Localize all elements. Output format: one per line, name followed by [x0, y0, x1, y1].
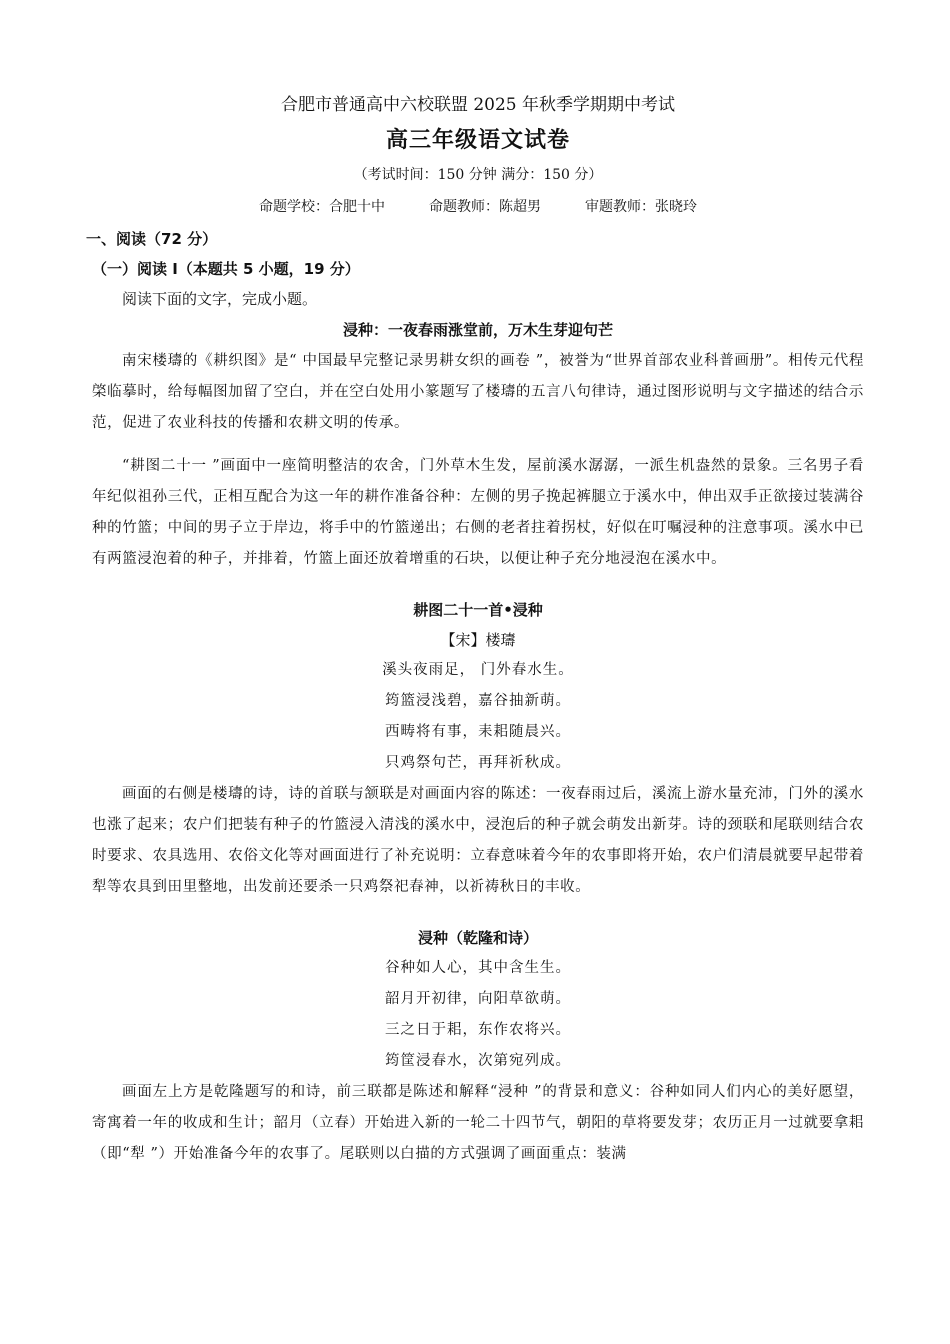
- section-heading: 一、阅读（72 分）: [86, 230, 218, 248]
- article-paragraph-3: 画面的右侧是楼璹的诗，诗的首联与颔联是对画面内容的陈述：一夜春雨过后，溪流上游水量充沛，门外的溪水也涨了起来；农户们把装有种子的竹篮浸入清浅的溪水中，浸泡后的种子就会萌发出新芽。诗的颈联和尾联则结合农时要求、农具选用、农俗文化等对画面进行了补充说明：立春意味着今年的农事即将开始，农户们清晨就要早起带着犁等农具到田里整地，出发前还要杀一只鸡祭祀春神，以祈祷秋日的丰收。: [92, 786, 864, 895]
- poem-1-title: 耕图二十一首•浸种: [413, 601, 543, 619]
- authors-line: [92, 190, 864, 224]
- exam-info: （考试时间：150 分钟 满分：150 分）: [353, 167, 603, 183]
- poem-1-author: 【宋】楼璹: [440, 631, 516, 649]
- instruction: 阅读下面的文字，完成小题。: [122, 290, 318, 308]
- poem-2-line: 三之日于耜，东作农将兴。: [385, 1022, 571, 1038]
- subsection-heading: （一）阅读 I（本题共 5 小题，19 分）: [92, 260, 360, 278]
- poem-1-line: 筠篮浸浅碧，嘉谷抽新萌。: [385, 693, 571, 709]
- exam-page: [86, 88, 864, 1170]
- article-paragraph-1: 南宋楼璹的《耕织图》是“ 中国最早完整记录男耕女织的画卷 ”，被誉为“世界首部农业科普画册”。相传元代程棨临摹时，给每幅图加留了空白，并在空白处用小篆题写了楼璹的五言八句律诗，通过图形说明与文字描述的结合示范，促进了农业科技的传播和农耕文明的传承。: [92, 353, 864, 431]
- reviewing-teacher: 审题教师：张晓玲: [585, 199, 697, 215]
- poem-2-line: 韶月开初律，向阳草欲萌。: [385, 991, 571, 1007]
- article-paragraph-2: “耕图二十一 ”画面中一座简明整洁的农舍，门外草木生发，屋前溪水潺潺，一派生机盎然的景象。三名男子看年纪似祖孙三代，正相互配合为这一年的耕作准备谷种：左侧的男子挽起裤腿立于溪水中，伸出双手正欲接过装满谷种的竹篮；中间的男子立于岸边，将手中的竹篮递出；右侧的老者拄着拐杖，好似在叮嘱浸种的注意事项。溪水中已有两篮浸泡着的种子，并排着，竹篮上面还放着增重的石块，以便让种子充分地浸泡在溪水中。: [92, 458, 864, 567]
- exam-title: 合肥市普通高中六校联盟 2025 年秋季学期期中考试: [280, 95, 676, 115]
- setting-school: 命题学校：合肥十中: [259, 199, 385, 215]
- poem-2-line: 筠筐浸春水，次第宛列成。: [385, 1053, 571, 1069]
- poem-2-title: 浸种（乾隆和诗）: [417, 929, 538, 947]
- poem-2-line: 谷种如人心，其中含生生。: [385, 960, 571, 976]
- article-paragraph-4: 画面左上方是乾隆题写的和诗，前三联都是陈述和解释“浸种 ”的背景和意义：谷种如同人们内心的美好愿望，寄寓着一年的收成和生计；韶月（立春）开始进入新的一轮二十四节气，朝阳的草将要发芽；农历正月一过就要拿耜（即“犁 ”）开始准备今年的农事了。尾联则以白描的方式强调了画面重点：装满: [92, 1084, 864, 1162]
- article-title: 浸种：一夜春雨涨堂前，万木生芽迎句芒: [342, 321, 613, 339]
- poem-1-line: 溪头夜雨足， 门外春水生。: [382, 662, 574, 678]
- setting-teacher: 命题教师：陈超男: [429, 199, 541, 215]
- poem-1-line: 西畴将有事，耒耜随晨兴。: [385, 724, 571, 740]
- main-title: 高三年级语文试卷: [385, 128, 570, 153]
- poem-1-line: 只鸡祭句芒，再拜祈秋成。: [385, 755, 571, 771]
